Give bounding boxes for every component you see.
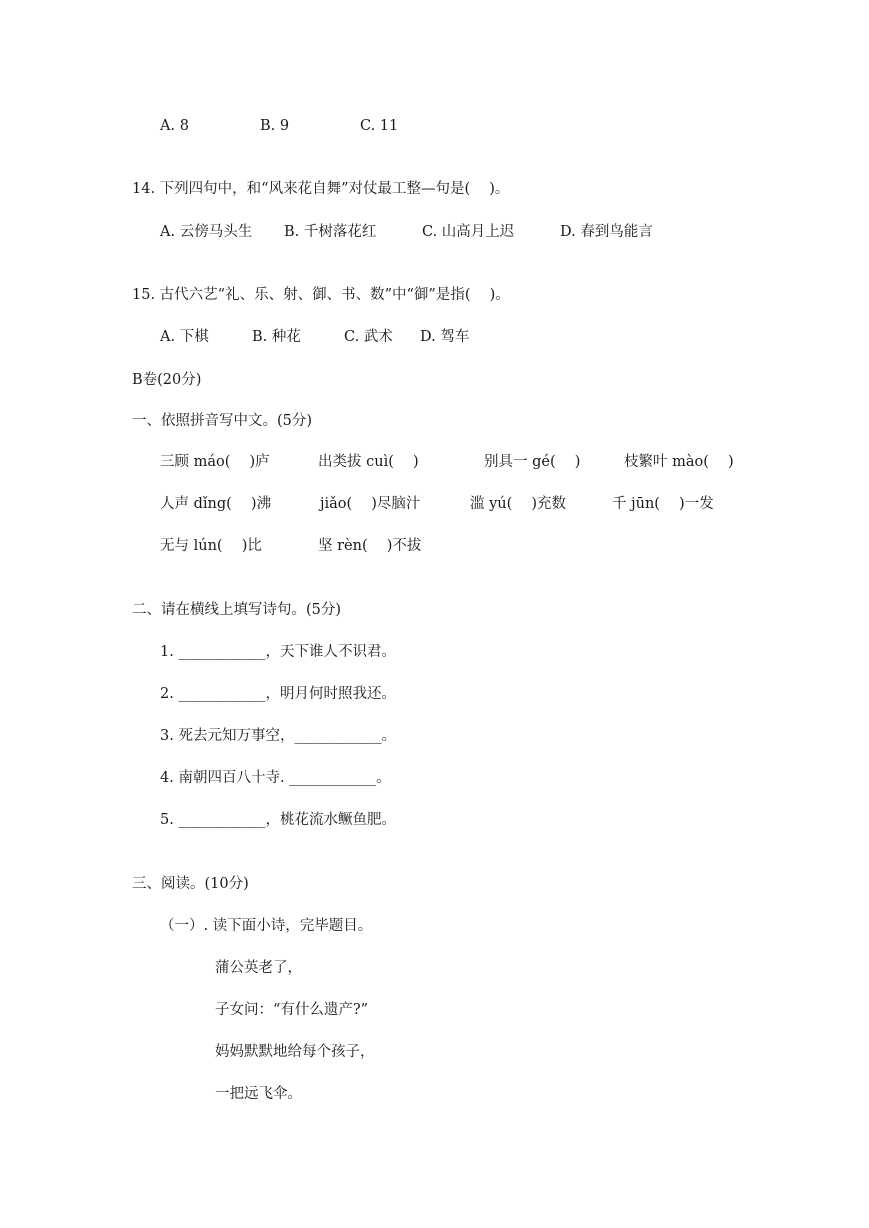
part3-subtitle: （一）. 读下面小诗，完毕题目。 bbox=[160, 918, 373, 934]
part2-title: 二、请在横线上填写诗句。(5分) bbox=[132, 602, 342, 618]
q14-option-d: D. 春到鸟能言 bbox=[560, 224, 653, 240]
q13-option-c: C. 11 bbox=[360, 118, 399, 134]
q15-option-b: B. 种花 bbox=[252, 329, 301, 345]
pinyin-item: 坚 rèn( )不拔 bbox=[318, 538, 422, 554]
part1-title: 一、依照拼音写中文。(5分) bbox=[132, 413, 313, 429]
poem-fill-item: 2. ____________，明月何时照我还。 bbox=[160, 686, 396, 702]
q14-option-c: C. 山高月上迟 bbox=[422, 224, 515, 240]
pinyin-item: 无与 lún( )比 bbox=[160, 538, 262, 554]
q14-option-b: B. 千树落花红 bbox=[284, 224, 377, 240]
q13-option-a: A. 8 bbox=[160, 118, 189, 134]
pinyin-item: jiǎo( )尽脑汁 bbox=[320, 496, 421, 512]
q15-option-c: C. 武术 bbox=[344, 329, 393, 345]
q13-option-b: B. 9 bbox=[260, 118, 290, 134]
poem-fill-item: 1. ____________，天下谁人不识君。 bbox=[160, 644, 396, 660]
pinyin-item: 人声 dǐng( )沸 bbox=[160, 496, 272, 512]
poem-line: 妈妈默默地给每个孩子， bbox=[215, 1044, 375, 1060]
poem-fill-item: 5. ____________，桃花流水鳜鱼肥。 bbox=[160, 812, 396, 828]
poem-fill-item: 3. 死去元知万事空，____________。 bbox=[160, 728, 396, 744]
q15-stem: 15. 古代六艺“礼、乐、射、御、书、数”中“御”是指( )。 bbox=[132, 287, 510, 303]
pinyin-item: 千 jūn( )一发 bbox=[612, 496, 714, 512]
q14-stem: 14. 下列四句中，和“风来花自舞”对仗最工整—句是( )。 bbox=[132, 181, 510, 197]
poem-fill-item: 4. 南朝四百八十寺. ____________。 bbox=[160, 770, 391, 786]
q15-option-a: A. 下棋 bbox=[160, 329, 209, 345]
poem-line: 子女问：“有什么遗产?” bbox=[215, 1002, 369, 1018]
poem-line: 蒲公英老了， bbox=[215, 960, 302, 976]
q14-option-a: A. 云傍马头生 bbox=[160, 224, 253, 240]
pinyin-item: 出类拔 cuì( ) bbox=[318, 454, 419, 470]
q15-option-d: D. 驾车 bbox=[420, 329, 470, 345]
section-b-title: B卷(20分) bbox=[132, 372, 202, 388]
pinyin-item: 枝繁叶 mào( ) bbox=[624, 454, 734, 470]
pinyin-item: 滥 yú( )充数 bbox=[470, 496, 567, 512]
part3-title: 三、阅读。(10分) bbox=[132, 876, 249, 892]
poem-line: 一把远飞伞。 bbox=[215, 1086, 302, 1102]
pinyin-item: 别具一 gé( ) bbox=[484, 454, 581, 470]
pinyin-item: 三顾 máo( )庐 bbox=[160, 454, 270, 470]
